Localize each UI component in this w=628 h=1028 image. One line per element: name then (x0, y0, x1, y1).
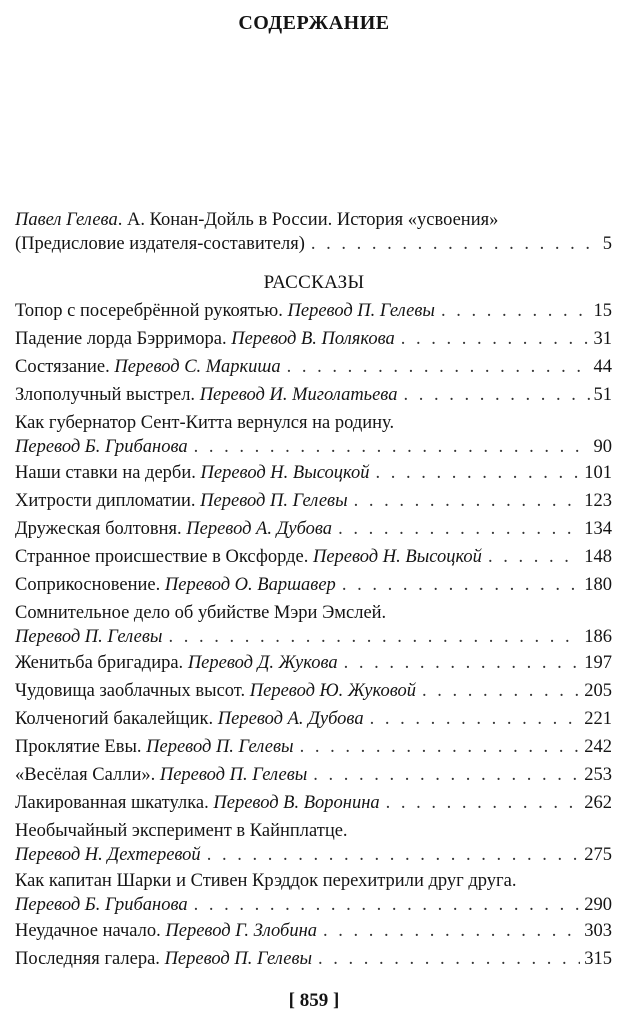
dot-leader (342, 573, 580, 597)
dot-leader (300, 735, 581, 759)
toc-entry[interactable] (15, 601, 612, 649)
toc-entry[interactable] (15, 461, 612, 485)
preface-line1 (15, 208, 612, 232)
dot-leader (344, 651, 581, 675)
page-number-ref: 303 (584, 921, 612, 941)
page-number-ref: 186 (584, 627, 612, 647)
dot-leader (354, 489, 581, 513)
entry-title: Лакированная шкатулка. (15, 793, 209, 813)
entry-translator: Перевод О. Варшавер (164, 575, 336, 595)
preface-author: Павел Гелева (15, 210, 118, 230)
page-number-ref: 44 (593, 357, 612, 377)
page-number-ref: 275 (584, 845, 612, 865)
entry-translator: Перевод Н. Дехтеревой (15, 845, 201, 865)
entry-title: Чудовища заоблачных высот. (15, 681, 246, 701)
dot-leader (168, 625, 580, 649)
section-heading: РАССКАЗЫ (263, 272, 365, 293)
entry-title: Как губернатор Сент-Китта вернулся на родину. (15, 413, 395, 433)
entry-translator: Перевод П. Гелевы (164, 949, 313, 969)
dot-leader (318, 947, 580, 971)
toc-entry[interactable] (15, 919, 612, 943)
page-number-ref: 101 (584, 463, 612, 483)
toc-entry[interactable] (15, 869, 612, 917)
dot-leader (194, 435, 590, 459)
entry-translator: Перевод П. Гелевы (15, 627, 163, 647)
entry-title: Как капитан Шарки и Стивен Крэддок перехитрили друг друга. (15, 871, 517, 891)
entry-translator: Перевод Г. Злобина (165, 921, 318, 941)
page-number-ref: 242 (584, 737, 612, 757)
dot-leader (441, 299, 590, 323)
entry-translator: Перевод П. Гелевы (200, 491, 348, 511)
page-number-ref: 31 (593, 329, 612, 349)
page-number-ref: 290 (584, 895, 612, 915)
entry-translator: Перевод Б. Грибанова (15, 437, 188, 457)
entry-translator: Перевод П. Гелевы (146, 737, 294, 757)
preface-line2 (15, 232, 612, 256)
entry-title: Последняя галера. (15, 949, 160, 969)
entry-translator: Перевод Н. Высоцкой (312, 547, 482, 567)
dot-leader (323, 919, 580, 943)
page-number-ref: 5 (602, 234, 612, 254)
toc-entry[interactable] (15, 545, 612, 569)
entry-translator: Перевод В. Воронина (213, 793, 380, 813)
page-number-ref: 262 (584, 793, 612, 813)
entry-title: «Весёлая Салли». (15, 765, 156, 785)
dot-leader (338, 517, 580, 541)
toc-entry[interactable] (15, 763, 612, 787)
entry-translator: Перевод И. Миголатьева (199, 385, 398, 405)
page-number-ref: 123 (584, 491, 612, 511)
page-number-ref: 148 (584, 547, 612, 567)
entry-title: Топор с посеребрённой рукоятью. (15, 301, 283, 321)
dot-leader (207, 843, 581, 867)
entry-title: Состязание. (15, 357, 110, 377)
toc-entry[interactable] (15, 411, 612, 459)
page-number-ref: 51 (593, 385, 612, 405)
entry-translator: Перевод В. Полякова (231, 329, 395, 349)
toc-entry[interactable] (15, 679, 612, 703)
entry-title: Хитрости дипломатии. (15, 491, 196, 511)
page-number-ref: 197 (584, 653, 612, 673)
toc-entry[interactable] (15, 299, 612, 323)
dot-leader (311, 232, 599, 256)
page-number-ref: 205 (584, 681, 612, 701)
toc-entry[interactable] (15, 819, 612, 867)
toc-entry-preface[interactable] (15, 208, 612, 256)
toc-entry[interactable] (15, 573, 612, 597)
toc-entry[interactable] (15, 327, 612, 351)
entry-title: Колченогий бакалейщик. (15, 709, 214, 729)
page-number-ref: 134 (584, 519, 612, 539)
toc-entry[interactable] (15, 947, 612, 971)
entry-title: Неудачное начало. (15, 921, 161, 941)
entry-title: Проклятие Евы. (15, 737, 142, 757)
page-number-ref: 221 (584, 709, 612, 729)
entry-title: Необычайный эксперимент в Кайнплатце. (15, 821, 348, 841)
entry-title: Дружеская болтовня. (15, 519, 182, 539)
entry-translator: Перевод П. Гелевы (159, 765, 308, 785)
entry-translator: Перевод Б. Грибанова (15, 895, 188, 915)
entry-title: Соприкосновение. (15, 575, 161, 595)
toc-entry[interactable] (15, 735, 612, 759)
entry-title: Наши ставки на дерби. (15, 463, 196, 483)
page-number-ref: 180 (584, 575, 612, 595)
toc-entry[interactable] (15, 707, 612, 731)
toc-entry[interactable] (15, 791, 612, 815)
preface-subtitle: (Предисловие издателя-составителя) (15, 234, 305, 254)
toc-entry[interactable] (15, 517, 612, 541)
toc-entry[interactable] (15, 383, 612, 407)
dot-leader (386, 791, 581, 815)
dot-leader (287, 355, 590, 379)
entry-translator: Перевод А. Дубова (186, 519, 333, 539)
toc-entry[interactable] (15, 489, 612, 513)
page-number-ref: 253 (584, 765, 612, 785)
dot-leader (403, 383, 589, 407)
dot-leader (375, 461, 580, 485)
entry-title: Женитьба бригадира. (15, 653, 184, 673)
page-number-ref: 15 (593, 301, 612, 321)
dot-leader (313, 763, 580, 787)
dot-leader (488, 545, 580, 569)
entry-title: Падение лорда Бэрримора. (15, 329, 227, 349)
toc-entry[interactable] (15, 355, 612, 379)
entry-translator: Перевод Ю. Жуковой (249, 681, 416, 701)
dot-leader (422, 679, 580, 703)
entry-title: Злополучный выстрел. (15, 385, 196, 405)
entry-translator: Перевод Н. Высоцкой (200, 463, 370, 483)
toc-entry[interactable] (15, 651, 612, 675)
dot-leader (401, 327, 590, 351)
page-footer-number: [ 859 ] (288, 990, 340, 1011)
entry-translator: Перевод С. Маркиша (114, 357, 281, 377)
entry-translator: Перевод Д. Жукова (187, 653, 338, 673)
preface-title: . А. Конан-Дойль в России. История «усвоения» (117, 210, 499, 230)
page-number-ref: 315 (584, 949, 612, 969)
entry-title: Сомнительное дело об убийстве Мэри Эмслей. (15, 603, 387, 623)
dot-leader (370, 707, 581, 731)
page-title: СОДЕРЖАНИЕ (238, 12, 390, 34)
entry-title: Странное происшествие в Оксфорде. (15, 547, 309, 567)
dot-leader (194, 893, 581, 917)
entry-translator: Перевод А. Дубова (217, 709, 364, 729)
page-number-ref: 90 (593, 437, 612, 457)
entry-translator: Перевод П. Гелевы (287, 301, 435, 321)
